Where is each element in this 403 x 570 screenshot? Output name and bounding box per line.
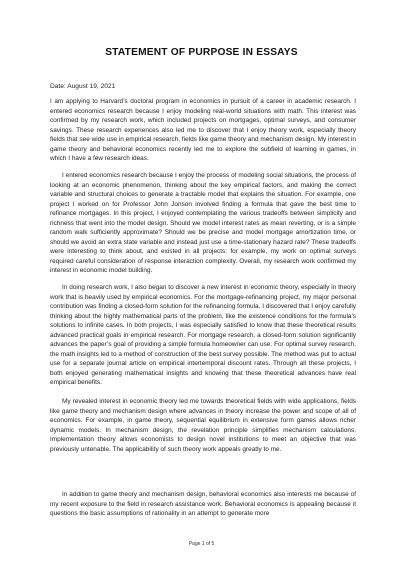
document-title: STATEMENT OF PURPOSE IN ESSAYS [105,47,298,58]
paragraph-intro: I am applying to Harvard’s doctoral program in economics in pursuit of a career in academic research. I entered economics research because I enjoy modeling real-world situations with math. This interest was confirmed by my research work, which included projects on mortgages, optimal surveys, and consumer savings. These research experiences also led me to discover that I enjoy theory work, especially theory fields that see wide use in empirical research, fields like game theory and mechanism design. My interest in game theory and behavioral economics recently led me to explore the subfield of learning in games, in which I have a few research ideas. [50,98,356,163]
document-date: Date: August 19, 2021 [50,83,116,90]
paragraph-behavioral: In addition to game theory and mechanism design, behavioral economics also interests me because of my recent exposure to the field in research assistance work. Behavioral economics is appealing because it questions the basic assumptions of rationality in an attempt to generate more [50,491,356,518]
paragraph-modeling: I entered economics research because I enjoy the process of modeling social situations, the process of looking at an economic phenomenon, thinking about the key empirical factors, and making the correct variable and structural choices to generate a tractable model that explains the situation. For example, one project I worked on for Professor John Jonson involved finding a formula that gave the best time to refinance mortgages. In this project, I enjoyed contemplating the various tradeoffs between simplicity and richness that went into the model design. Should we model interest rates as mean reverting, or is a simple random walk sufficiently approximate? Should we be precise and model mortgage amortization time, or should we avoid an extra state variable and instead just use a time-stationary hazard rate? These tradeoffs were interesting to think about, and existed in all projects: for example, my work on optimal surveys required careful consideration of response interaction complexity. Overall, my research work confirmed my interest in economic model building. [50,172,356,275]
paragraph-theory: In doing research work, I also began to discover a new interest in economic theory, especially in theory work that is heavily used by empirical economics. For the mortgage-refinancing project, my major personal contribution was finding a closed-form solution for the refinancing formula. I discovered that I enjoy carefully thinking about the highly mathematical parts of the problem, like the existence conditions for the formula’s solutions to infinite cases. In both projects, I was especially satisfied to know that these theoretical results advanced practical goals in empirical research. For mortgage research, a closed-form solution significantly advances the paper’s goal of providing a simple formula homeowner can use. For optimal survey research, the math insights led to a method of construction of the best survey possible. The method was put to actual use for a separate journal article on empirical intertemporal discount rates. Through all these projects, I both enjoyed generating mathematical insights and knowing that these theoretical advances have real empirical benefits. [50,284,356,387]
paragraph-game-theory: My revealed interest in economic theory led me towards theoretical fields with wide applications, fields like game theory and mechanism design where advances in theory increase the power and scope of all of economics. For example, in game theory, sequential equilibrium in extensive form games allows richer dynamic models. In mechanism design, the revelation principle simplifies mechanism calculations. Implementation theory allows economists to design novel institutions to meet an objective that was previously untenable. The applicability of such theory work appeals greatly to me. [50,398,356,453]
page-footer: Page 1 of 5 [188,541,215,547]
